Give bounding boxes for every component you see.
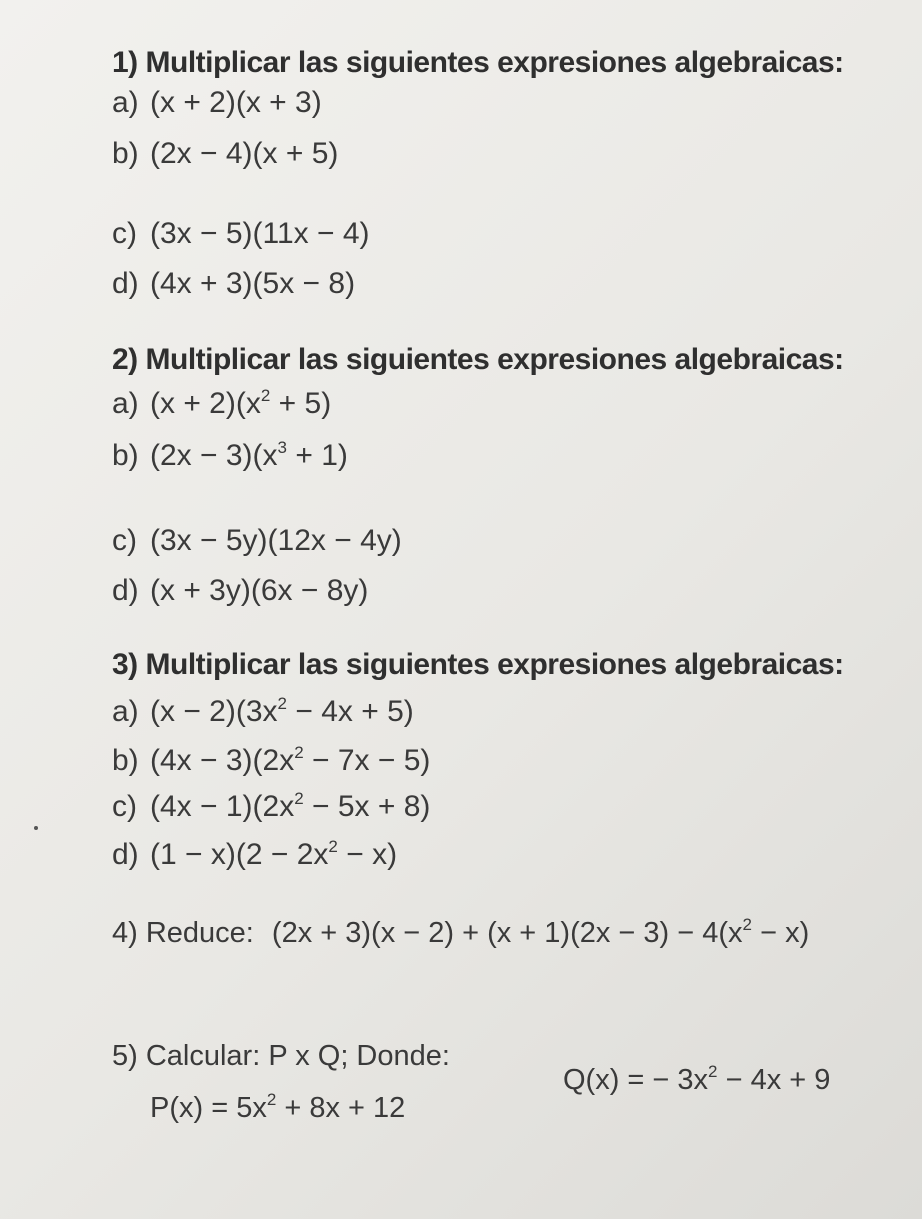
- section-1-item-a: [112, 86, 322, 120]
- item-label: c): [112, 524, 137, 557]
- item-label: a): [112, 695, 139, 728]
- section-1-item-c: [112, 217, 370, 251]
- item-expression: (2x − 4)(x + 5): [150, 137, 339, 170]
- section-2-item-c: [112, 524, 402, 558]
- item-expression: (x + 3y)(6x − 8y): [150, 574, 369, 607]
- item-expression: (3x − 5y)(12x − 4y): [150, 524, 402, 557]
- item-expression: (x + 2)(x + 3): [150, 86, 322, 119]
- item-label: d): [112, 838, 139, 871]
- section-2-heading: 2) Multiplicar las siguientes expresiones algebraicas:: [112, 343, 844, 376]
- item-label: b): [112, 439, 139, 472]
- item-expression: $(4x - 3)(2x^2 - 7x - 5)$: [150, 743, 431, 777]
- item-expression: (4x + 3)(5x − 8): [150, 267, 356, 300]
- item-label: a): [112, 86, 139, 119]
- reduce-expression: $(2x + 3)(x - 2) + (x + 1)(2x - 3) - 4(x^2 - x)$: [271, 915, 810, 949]
- reduce-exercise: [112, 915, 809, 950]
- item-label: c): [112, 790, 137, 823]
- item-label: d): [112, 574, 139, 607]
- section-1-heading: 1) Multiplicar las siguientes expresiones algebraicas:: [112, 46, 844, 79]
- section-1-item-d: [112, 267, 355, 301]
- section-3-item-d: [112, 837, 397, 872]
- section-3-item-c: [112, 789, 430, 824]
- item-expression: $(x - 2)(3x^2 - 4x + 5)$: [150, 694, 414, 728]
- item-expression: $(2x - 3)(x^3 + 1)$: [150, 438, 348, 472]
- section-1-item-b: [112, 137, 338, 171]
- item-expression: (3x − 5)(11x − 4): [150, 217, 370, 250]
- item-expression: $(4x - 1)(2x^2 - 5x + 8)$: [150, 789, 431, 823]
- item-expression: $(x + 2)(x^2 + 5)$: [150, 386, 332, 420]
- section-3-item-b: [112, 743, 430, 778]
- section-3-heading: 3) Multiplicar las siguientes expresiones algebraicas:: [112, 648, 844, 681]
- item-label: c): [112, 217, 137, 250]
- section-3-item-a: [112, 694, 414, 729]
- pencil-dot-mark: [34, 826, 38, 830]
- item-label: a): [112, 387, 139, 420]
- item-label: d): [112, 267, 139, 300]
- item-label: b): [112, 744, 139, 777]
- item-expression: $(1 - x)(2 - 2x^2 - x)$: [150, 837, 398, 871]
- calcular-heading: 5) Calcular: P x Q; Donde:: [112, 1040, 450, 1072]
- p-polynomial: $P(x) = 5x^2 + 8x + 12$: [150, 1090, 406, 1124]
- section-2-item-d: [112, 574, 368, 608]
- section-2-item-b: [112, 438, 348, 473]
- reduce-label: 4) Reduce:: [112, 917, 254, 949]
- section-2-item-a: [112, 386, 331, 421]
- item-label: b): [112, 137, 139, 170]
- q-polynomial: Q(x) = − $3x^2 - 4x + 9$: [563, 1062, 831, 1096]
